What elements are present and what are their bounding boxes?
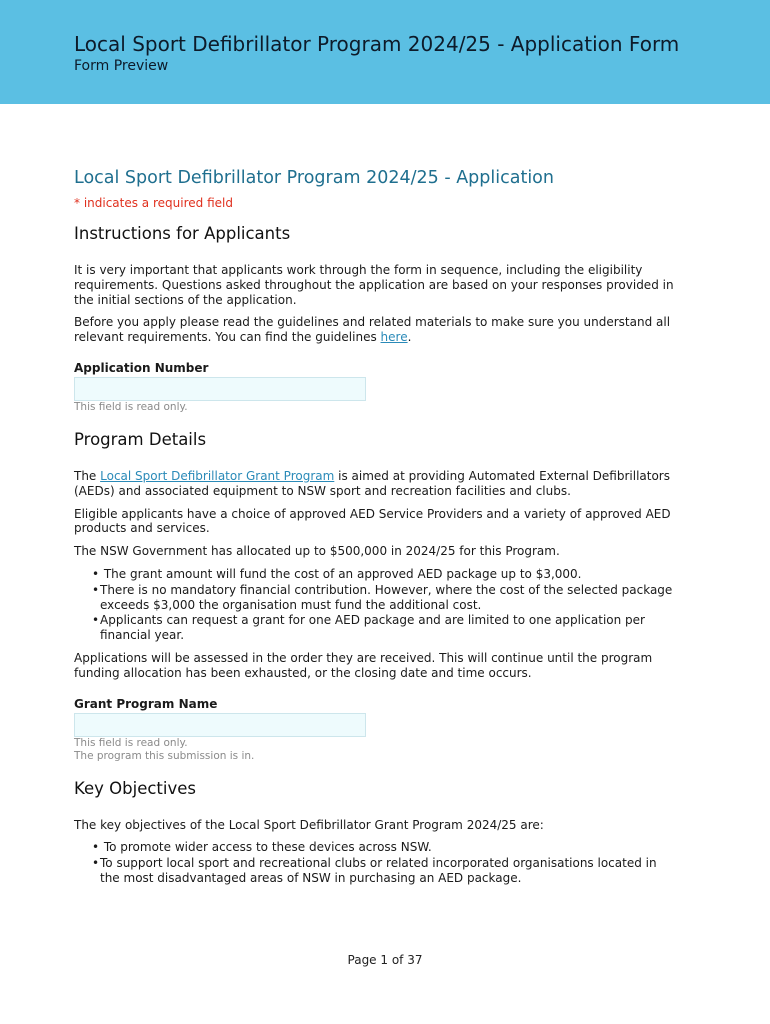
header-banner (0, 0, 770, 104)
page-number: Page 1 of 37 (347, 953, 423, 967)
program-details-paragraph-1: The Local Sport Defibrillator Grant Program is aimed at providing Automated External Defibrillators (AEDs) and associated equipment to NSW sport and recreation facilities and clubs. (74, 468, 670, 498)
form-subtitle: Form Preview (74, 58, 169, 74)
page-title: Local Sport Defibrillator Program 2024/25 - Application (74, 168, 554, 188)
list-item: •Applicants can request a grant for one AED package and are limited to one application per financial year. (92, 613, 645, 643)
instructions-heading: Instructions for Applicants (74, 224, 291, 243)
grant-program-name-help-readonly: This field is read only. (74, 736, 188, 749)
key-objectives-list (74, 840, 674, 885)
key-objectives-heading: Key Objectives (74, 778, 196, 798)
program-details-list (74, 567, 674, 643)
application-number-field[interactable] (74, 377, 366, 401)
grant-program-name-label: Grant Program Name (74, 696, 218, 711)
required-field-note: * indicates a required field (74, 196, 233, 210)
form-title: Local Sport Defibrillator Program 2024/25 - Application Form (74, 32, 680, 56)
instructions-paragraph-2: Before you apply please read the guidelines and related materials to make sure you understand all relevant requirements. You can find the guidelines here. (74, 315, 671, 345)
program-details-paragraph-3: The NSW Government has allocated up to $500,000 in 2024/25 for this Program. (74, 544, 560, 559)
list-item: •To support local sport and recreational clubs or related incorporated organisations located in the most disadvantaged areas of NSW in purchasing an AED package. (92, 856, 657, 885)
key-objectives-intro: The key objectives of the Local Sport Defibrillator Grant Program 2024/25 are: (74, 817, 544, 832)
grant-program-link[interactable]: Local Sport Defibrillator Grant Program (100, 468, 335, 483)
program-details-heading: Program Details (74, 429, 207, 449)
program-details-paragraph-4: Applications will be assessed in the order they are received. This will continue until the program funding allocation has been exhausted, or the closing date and time occurs. (74, 650, 653, 680)
application-number-help: This field is read only. (74, 400, 188, 413)
form-content (74, 168, 674, 894)
program-details-paragraph-2: Eligible applicants have a choice of approved AED Service Providers and a variety of approved AED products and services. (74, 506, 671, 536)
list-item: • The grant amount will fund the cost of an approved AED package up to $3,000. (92, 566, 582, 581)
grant-program-name-help-description: The program this submission is in. (74, 749, 255, 762)
list-item: •There is no mandatory financial contribution. However, where the cost of the selected package exceeds $3,000 the organisation must fund the additional cost. (92, 582, 673, 612)
grant-program-name-field[interactable] (74, 713, 366, 737)
instructions-paragraph-1: It is very important that applicants work through the form in sequence, including the eligibility requirements. Questions asked throughout the application are based on your responses provided in the initial sections of the application. (74, 263, 674, 307)
list-item: • To promote wider access to these devices across NSW. (92, 840, 432, 855)
guidelines-link[interactable]: here (380, 330, 408, 345)
application-number-label: Application Number (74, 360, 209, 375)
